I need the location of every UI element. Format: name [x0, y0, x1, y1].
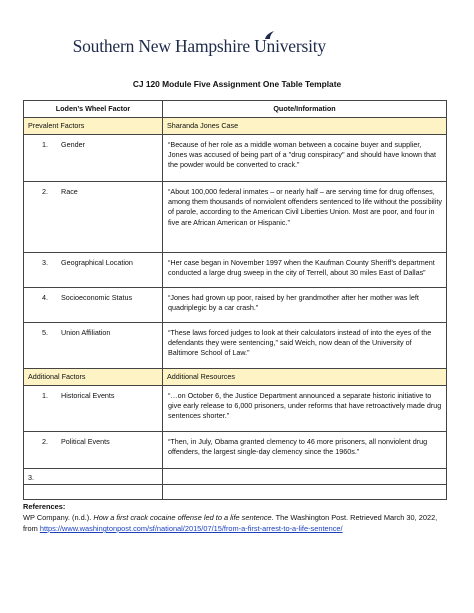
table-header-row: [24, 101, 447, 118]
section-case: Sharanda Jones Case: [163, 118, 447, 135]
quote-cell: “Her case began in November 1997 when the Kaufman County Sheriff’s department conducted a large drug sweep in the city of Terrell, about 30 miles East of Dallas”: [163, 253, 447, 288]
factor-cell: 2. Race: [24, 182, 163, 253]
quote-cell: “Jones had grown up poor, raised by her grandmother after her mother was left quadriplegic by a car crash.”: [163, 288, 447, 323]
table-row: [24, 485, 447, 500]
university-logo: [0, 30, 474, 58]
document-title: CJ 120 Module Five Assignment One Table Template: [132, 79, 342, 89]
factor-cell: 5. Union Affiliation: [24, 323, 163, 369]
table-row: [24, 253, 447, 288]
reference-title: How a first crack cocaine offense led to a life sentence: [93, 513, 272, 522]
references-section: [23, 501, 443, 534]
reference-text: . The Washington Post. Retrieved March 30, 2022, from: [23, 513, 438, 533]
header-quote: Quote/Information: [163, 101, 447, 118]
references-heading: References:: [23, 502, 66, 511]
table-row: [24, 323, 447, 369]
reference-text: WP Company. (n.d.).: [23, 513, 94, 522]
section-label: Prevalent Factors: [24, 118, 163, 135]
table-row: [24, 469, 447, 485]
section-resources: Additional Resources: [163, 369, 447, 386]
factor-cell: [24, 485, 163, 500]
header-factor: Loden’s Wheel Factor: [24, 101, 163, 118]
factor-cell: 4. Socioeconomic Status: [24, 288, 163, 323]
quote-cell: “These laws forced judges to look at their calculators instead of into the eyes of the defendants they were sentencing,” said Weich, now dean of the University of Baltimore School of Law.”: [163, 323, 447, 369]
factor-cell: 1. Historical Events: [24, 386, 163, 432]
quote-cell: “Because of her role as a middle woman between a cocaine buyer and supplier, Jones was accused of being part of a "drug conspiracy" and should have known that the powder would be converted to crack.”: [163, 135, 447, 182]
section-row-prevalent: [24, 118, 447, 135]
table-row: [24, 432, 447, 469]
quote-cell: “About 100,000 federal inmates – or nearly half – are serving time for drug offenses, among them thousands of nonviolent offenders sentenced to life without the possibility of parole, according to the American Civil Liberties Union. Most are poor, and four in five are African American or Hispanic.”: [163, 182, 447, 253]
table-row: [24, 386, 447, 432]
section-label: Additional Factors: [24, 369, 163, 386]
factor-cell: 1. Gender: [24, 135, 163, 182]
factor-table: [23, 100, 447, 500]
table-row: [24, 182, 447, 253]
quote-cell: [163, 485, 447, 500]
reference-link[interactable]: https://www.washingtonpost.com/sf/national/2015/07/15/from-a-first-arrest-to-a-life-sentence/: [39, 524, 343, 533]
table-row: [24, 288, 447, 323]
factor-cell: 3. Geographical Location: [24, 253, 163, 288]
factor-cell: 3.: [24, 469, 163, 485]
table-row: [24, 135, 447, 182]
section-row-additional: [24, 369, 447, 386]
logo-text: Southern New Hampshire University: [72, 36, 326, 56]
quote-cell: “Then, in July, Obama granted clemency to 46 more prisoners, all nonviolent drug offenders, the largest single-day clemency since the 1960s.”: [163, 432, 447, 469]
quote-cell: “…on October 6, the Justice Department announced a separate historic initiative to give early release to 6,000 prisoners, under reforms that have retroactively made drug sentences shorter.”: [163, 386, 447, 432]
factor-cell: 2. Political Events: [24, 432, 163, 469]
quote-cell: [163, 469, 447, 485]
